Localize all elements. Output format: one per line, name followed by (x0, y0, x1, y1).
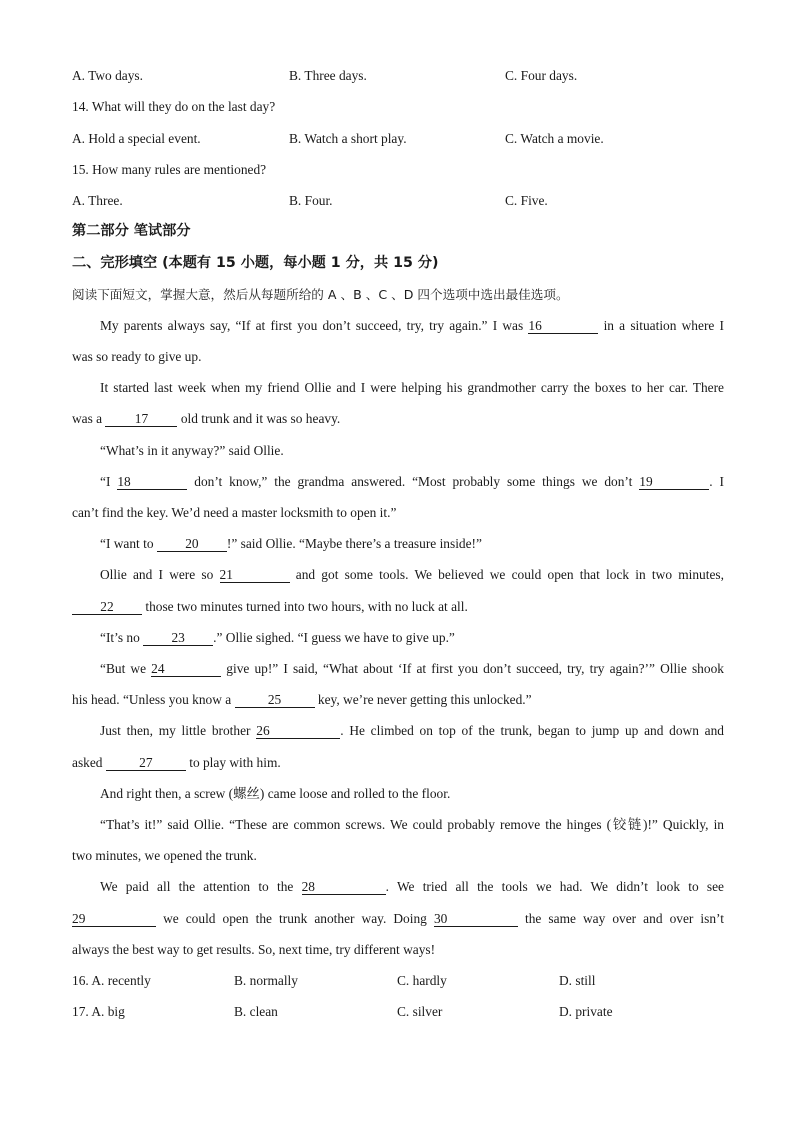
passage-line (72, 536, 752, 552)
blank-18[interactable]: 18 (117, 475, 187, 490)
passage-line (72, 318, 724, 334)
blank-16[interactable]: 16 (528, 319, 598, 334)
passage-text: . We tried all the tools we had. We didn’t look to see (385, 879, 724, 894)
passage-text: those two minutes turned into two hours, with no luck at all. (145, 599, 468, 614)
q13-option-b: B. Three days. (289, 68, 367, 83)
q15-option-a: A. Three. (72, 193, 123, 208)
passage-text: . He climbed on top of the trunk, began to jump up and down and (340, 723, 724, 738)
q15-option-b: B. Four. (289, 193, 333, 208)
q13-option-a: A. Two days. (72, 68, 143, 83)
passage-line (72, 879, 724, 895)
passage-text: !” said Ollie. “Maybe there’s a treasure inside!” (226, 536, 482, 551)
passage-line (72, 692, 724, 708)
q16-option-a: 16. A. recently (72, 973, 151, 988)
passage-line (72, 755, 724, 771)
passage-text: give up!” I said, “What about ‘If at first you don’t succeed, try, try again?’” Ollie shook (226, 661, 724, 676)
passage-line: And right then, a screw (螺丝) came loose and rolled to the floor. (100, 786, 451, 801)
q17-option-a: 17. A. big (72, 1004, 125, 1019)
q16-option-d: D. still (559, 973, 596, 988)
instruction: 阅读下面短文，掌握大意，然后从每题所给的 A 、B 、C 、D 四个选项中选出最佳选项。 (72, 287, 569, 302)
passage-text: asked (72, 755, 103, 770)
q17-option-c: C. silver (397, 1004, 443, 1019)
passage-text: . I (709, 474, 725, 489)
blank-19[interactable]: 19 (639, 475, 709, 490)
part2-title: 第二部分 笔试部分 (72, 223, 191, 239)
blank-26[interactable]: 26 (256, 724, 340, 739)
passage-text: My parents always say, “If at first you don’t succeed, try, try again.” I was (100, 318, 524, 333)
blank-20[interactable]: 20 (157, 537, 227, 552)
passage-text: in a situation where I (603, 318, 724, 333)
passage-text: old trunk and it was so heavy. (180, 411, 341, 426)
q15-question: 15. How many rules are mentioned? (72, 162, 267, 177)
blank-29[interactable]: 29 (72, 912, 156, 927)
passage-text: and got some tools. We believed we could open that lock in two minutes, (295, 567, 724, 582)
passage-line (72, 474, 724, 490)
passage-text: Just then, my little brother (100, 723, 251, 738)
passage-text: was a (72, 411, 103, 426)
passage-line: “That’s it!” said Ollie. “These are common screws. We could probably remove the hinges (铰链)!” Quickly, in (100, 817, 724, 832)
passage-line (72, 599, 724, 615)
blank-22[interactable]: 22 (72, 600, 142, 615)
passage-line (72, 911, 724, 927)
q17-option-b: B. clean (234, 1004, 278, 1019)
q14-question: 14. What will they do on the last day? (72, 99, 276, 114)
q14-option-c: C. Watch a movie. (505, 131, 604, 146)
blank-25[interactable]: 25 (235, 693, 315, 708)
passage-text: key, we’re never getting this unlocked.” (317, 692, 532, 707)
q15-option-c: C. Five. (505, 193, 548, 208)
passage-text: the same way over and over isn’t (525, 911, 724, 926)
blank-21[interactable]: 21 (220, 568, 290, 583)
passage-line (72, 661, 724, 677)
blank-28[interactable]: 28 (302, 880, 386, 895)
passage-text: his head. “Unless you know a (72, 692, 232, 707)
passage-text: “It’s no (100, 630, 140, 645)
blank-23[interactable]: 23 (143, 631, 213, 646)
passage-text: .” Ollie sighed. “I guess we have to give up.” (213, 630, 455, 645)
passage-line (72, 723, 724, 739)
passage-line: It started last week when my friend Ollie and I were helping his grandmother carry the boxes to her car. There (100, 380, 724, 395)
q13-option-c: C. Four days. (505, 68, 578, 83)
passage-text: “I want to (100, 536, 154, 551)
passage-line: can’t find the key. We’d need a master locksmith to open it.” (72, 505, 397, 520)
passage-line (72, 567, 724, 583)
passage-line (72, 630, 752, 646)
blank-30[interactable]: 30 (434, 912, 518, 927)
passage-line: “What’s in it anyway?” said Ollie. (100, 443, 284, 458)
passage-line: was so ready to give up. (72, 349, 202, 364)
q16-option-c: C. hardly (397, 973, 447, 988)
blank-27[interactable]: 27 (106, 756, 186, 771)
q17-option-d: D. private (559, 1004, 613, 1019)
passage-text: “I (100, 474, 111, 489)
blank-24[interactable]: 24 (151, 662, 221, 677)
passage-text: don’t know,” the grandma answered. “Most probably some things we don’t (194, 474, 633, 489)
passage-line: two minutes, we opened the trunk. (72, 848, 257, 863)
q14-option-a: A. Hold a special event. (72, 131, 201, 146)
passage-line: always the best way to get results. So, next time, try different ways! (72, 942, 436, 957)
blank-17[interactable]: 17 (105, 412, 177, 427)
passage-text: Ollie and I were so (100, 567, 214, 582)
passage-text: We paid all the attention to the (100, 879, 294, 894)
passage-text: to play with him. (189, 755, 281, 770)
passage-line (72, 411, 724, 427)
section-title: 二、完形填空 (本题有 15 小题，每小题 1 分，共 15 分) (72, 255, 439, 271)
q14-option-b: B. Watch a short play. (289, 131, 407, 146)
passage-text: “But we (100, 661, 147, 676)
passage-text: we could open the trunk another way. Doing (163, 911, 427, 926)
q16-option-b: B. normally (234, 973, 298, 988)
